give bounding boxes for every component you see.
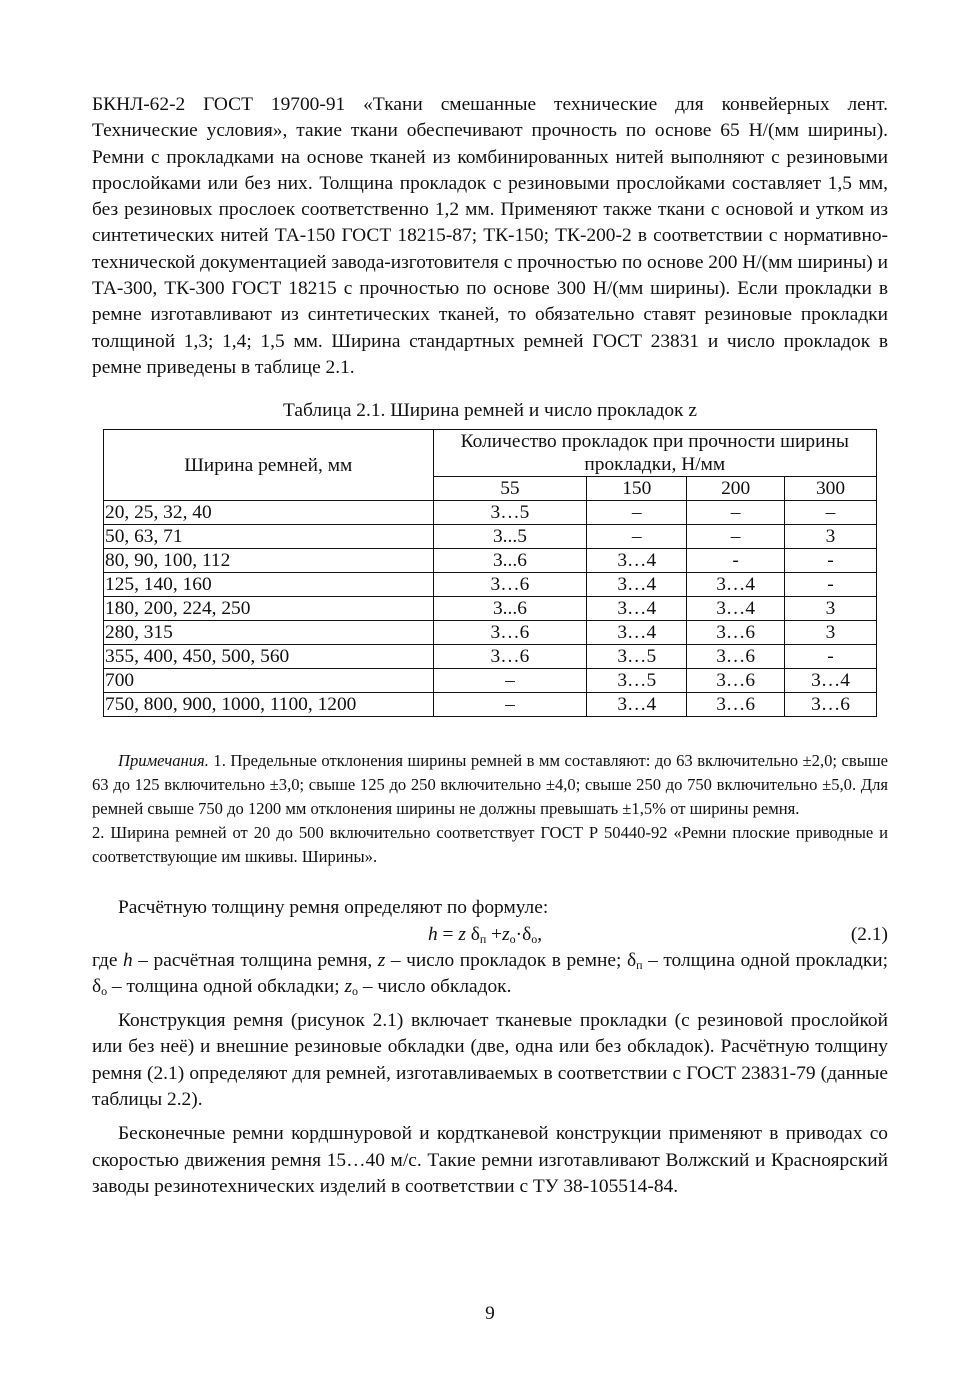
header-strength-150: 150 bbox=[587, 477, 687, 501]
page-content bbox=[92, 92, 888, 1200]
table-row bbox=[104, 693, 877, 717]
page-number: 9 bbox=[485, 1303, 495, 1324]
construction-paragraph: Конструкция ремня (рисунок 2.1) включает тканевые прокладки (с резиновой прослойкой или без неё) и внешние резиновые обкладки (две, одна или без обкладок). Расчётную толщину ремня (2.1) определяют для ремней, изготавливаемых в соответствии с ГОСТ 23831-79 (данные таблицы 2.2). bbox=[92, 1010, 888, 1111]
plies-55-cell: 3…6 bbox=[433, 621, 587, 645]
plies-55-cell: – bbox=[433, 693, 587, 717]
header-strength-200: 200 bbox=[687, 477, 785, 501]
formula-section bbox=[92, 895, 888, 1000]
belt-width-cell: 20, 25, 32, 40 bbox=[104, 501, 434, 525]
plies-300-cell: 3…4 bbox=[785, 669, 877, 693]
plies-150-cell: 3…5 bbox=[587, 669, 687, 693]
plies-150-cell: 3…4 bbox=[587, 549, 687, 573]
plies-150-cell: 3…5 bbox=[587, 645, 687, 669]
plies-300-cell: 3…6 bbox=[785, 693, 877, 717]
table-row bbox=[104, 501, 877, 525]
table-row bbox=[104, 525, 877, 549]
note-1 bbox=[92, 749, 888, 821]
plies-150-cell: – bbox=[587, 525, 687, 549]
plies-55-cell: 3...6 bbox=[433, 597, 587, 621]
table-row bbox=[104, 645, 877, 669]
equation-number: (2.1) bbox=[850, 923, 888, 945]
plies-200-cell: 3…6 bbox=[687, 645, 785, 669]
plies-200-cell: 3…4 bbox=[687, 573, 785, 597]
plies-200-cell: - bbox=[687, 549, 785, 573]
formula-explanation: где h – расчётная толщина ремня, z – число прокладок в ремне; $\delta_п$ – толщина одной прокладки; $\delta_о$ – толщина одной обкладки; $z_о$ – число обкладок. bbox=[92, 949, 889, 998]
plies-300-cell: 3 bbox=[785, 621, 877, 645]
plies-200-cell: 3…4 bbox=[687, 597, 785, 621]
plies-150-cell: 3…4 bbox=[587, 693, 687, 717]
formula-intro: Расчётную толщину ремня определяют по формуле: bbox=[118, 897, 549, 919]
header-strength-300: 300 bbox=[785, 477, 877, 501]
note-1-text: 1. Предельные отклонения ширины ремней в мм составляют: до 63 включительно ±2,0; свыше 63 до 125 включительно ±3,0; свыше 125 до 250 включительно ±4,0; свыше 250 до 750 включительно ±5,0. Для ремней свыше 750 до 1200 мм отклонения ширины не должны превышать ±1,5% от ширины ремня. bbox=[92, 751, 888, 819]
plies-55-cell: 3…5 bbox=[433, 501, 587, 525]
plies-150-cell: 3…4 bbox=[587, 621, 687, 645]
plies-200-cell: – bbox=[687, 525, 785, 549]
header-plies-count: Количество прокладок при прочности ширины прокладки, Н/мм bbox=[433, 430, 876, 477]
formula-2-1: h = z $\delta_п +z_о\cdot\delta_о$, bbox=[428, 923, 543, 946]
belt-width-cell: 125, 140, 160 bbox=[104, 573, 434, 597]
plies-300-cell: 3 bbox=[785, 597, 877, 621]
table-header-row bbox=[104, 430, 877, 477]
intro-paragraph: БКНЛ-62-2 ГОСТ 19700-91 «Ткани смешанные технические для конвейерных лент. Технические условия», такие ткани обеспечивают прочность по основе 65 Н/(мм ширины). Ремни с прокладками на основе тканей из комбинированных нитей выполняют с резиновыми прослойками или без них. Толщина прокладок с резиновыми прослойками составляет 1,5 мм, без резиновых прослоек соответственно 1,2 мм. Применяют также ткани с основой и утком из синтетических нитей ТА-150 ГОСТ 18215-87; ТК-150; ТК-200-2 в соответствии с нормативно-технической документацией завода-изготовителя с прочностью по основе 200 Н/(мм ширины) и ТА-300, ТК-300 ГОСТ 18215 с прочностью по основе 300 Н/(мм ширины). Если прокладки в ремне изготавливают из синтетических тканей, то обязательно ставят резиновые прокладки толщиной 1,3; 1,4; 1,5 мм. Ширина стандартных ремней ГОСТ 23831 и число прокладок в ремне приведены в таблице 2.1. bbox=[92, 94, 888, 378]
plies-300-cell: - bbox=[785, 549, 877, 573]
notes-label: Примечания. bbox=[118, 751, 209, 771]
belt-width-cell: 280, 315 bbox=[104, 621, 434, 645]
belt-width-table bbox=[103, 429, 877, 717]
plies-150-cell: 3…4 bbox=[587, 573, 687, 597]
plies-200-cell: 3…6 bbox=[687, 693, 785, 717]
plies-55-cell: 3…6 bbox=[433, 645, 587, 669]
plies-55-cell: – bbox=[433, 669, 587, 693]
table-caption: Таблица 2.1. Ширина ремней и число прокладок z bbox=[283, 400, 697, 422]
plies-300-cell: - bbox=[785, 573, 877, 597]
plies-150-cell: – bbox=[587, 501, 687, 525]
header-strength-55: 55 bbox=[433, 477, 587, 501]
belt-width-cell: 50, 63, 71 bbox=[104, 525, 434, 549]
plies-300-cell: - bbox=[785, 645, 877, 669]
formula-line bbox=[92, 922, 888, 948]
belt-width-cell: 750, 800, 900, 1000, 1100, 1200 bbox=[104, 693, 434, 717]
belt-width-cell: 700 bbox=[104, 669, 434, 693]
table-row bbox=[104, 549, 877, 573]
belt-width-cell: 355, 400, 450, 500, 560 bbox=[104, 645, 434, 669]
belt-width-cell: 80, 90, 100, 112 bbox=[104, 549, 434, 573]
table-row bbox=[104, 669, 877, 693]
table-body bbox=[104, 501, 877, 717]
table-row bbox=[104, 597, 877, 621]
plies-300-cell: – bbox=[785, 501, 877, 525]
table-notes bbox=[92, 749, 888, 869]
note-2: 2. Ширина ремней от 20 до 500 включительно соответствует ГОСТ Р 50440-92 «Ремни плоские приводные и соответствующие им шкивы. Ширины». bbox=[92, 823, 888, 867]
plies-200-cell: – bbox=[687, 501, 785, 525]
plies-55-cell: 3…6 bbox=[433, 573, 587, 597]
belt-width-cell: 180, 200, 224, 250 bbox=[104, 597, 434, 621]
plies-300-cell: 3 bbox=[785, 525, 877, 549]
table-row bbox=[104, 621, 877, 645]
endless-belts-paragraph: Бесконечные ремни кордшнуровой и кордтканевой конструкции применяют в приводах со скоростью движения ремня 15…40 м/с. Такие ремни изготавливают Волжский и Красноярский заводы резинотехнических изделий в соответствии с ТУ 38-105514-84. bbox=[92, 1123, 888, 1197]
plies-200-cell: 3…6 bbox=[687, 669, 785, 693]
plies-150-cell: 3…4 bbox=[587, 597, 687, 621]
table-row bbox=[104, 573, 877, 597]
plies-200-cell: 3…6 bbox=[687, 621, 785, 645]
plies-55-cell: 3...6 bbox=[433, 549, 587, 573]
plies-55-cell: 3...5 bbox=[433, 525, 587, 549]
header-belt-width: Ширина ремней, мм bbox=[104, 430, 434, 501]
